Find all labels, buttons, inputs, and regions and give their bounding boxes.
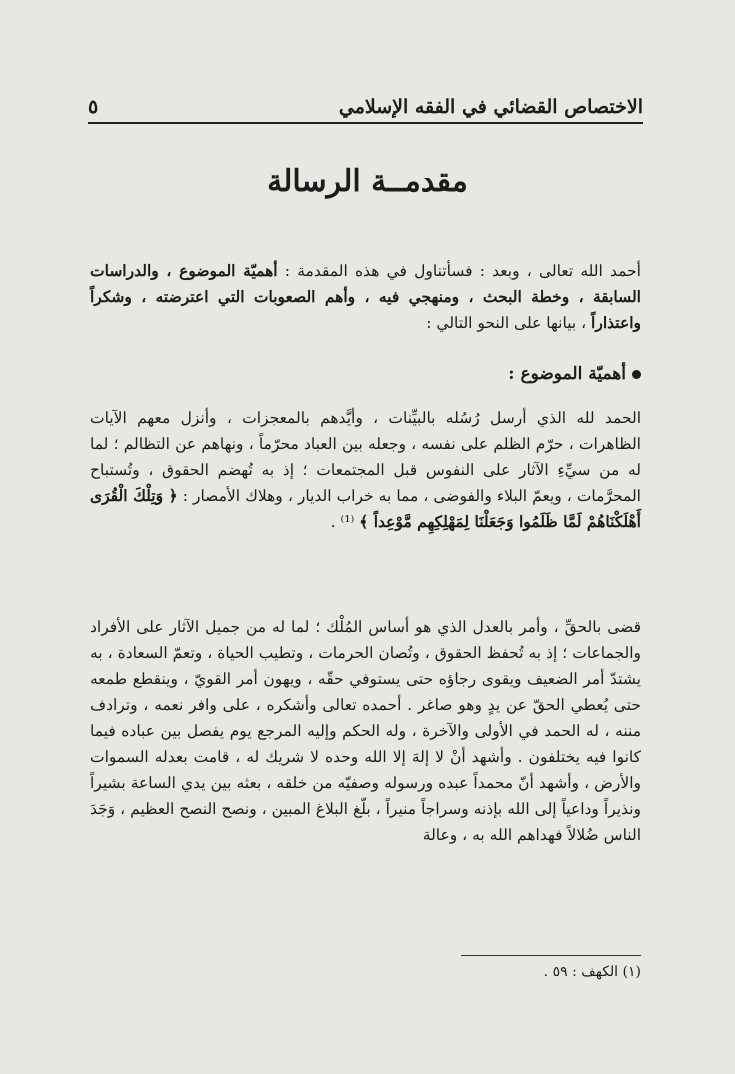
intro-bold-topics: أهميّة الموضوع ، والدراسات السابقة ، وخطة البحث ، ومنهجي فيه ، وأهم الصعوبات التي اعترضته ، وشكراً واعتذاراً bbox=[90, 261, 641, 332]
body-paragraph-2: قضى بالحقِّ ، وأمر بالعدل الذي هو أساس المُلْك ؛ لما له من جميل الآثار على الأفراد والجماعات ؛ إذ به تُحفظ الحقوق ، وتُصان الحرمات ، وتطيب الحياة ، وتعمّ السعادة ، به يشتدّ أمر الضعيف ويقوى رجاؤه حتى يستوفي حقّه ، ويهون أمر القويّ ، وينقطع طمعه حتى يُعطي الحقّ عن يدٍ وهو صاغر . أحمده تعالى وأشكره ، على وافر نعمه ، وترادف مننه ، له الحمد في الأولى والآخرة ، وله الحكم وإليه المرجع يوم يفصل بين عباده فيما كانوا فيه يختلفون . وأشهد أنْ لا إلهَ إلا الله وحده لا شريك له ، قامت بعدله السموات والأرض ، وأشهد أنّ محمداً عبده ورسوله وصفيّه من خلقه ، بعثه بين يدي الساعة بشيراً ونذيراً وداعياً إلى الله بإذنه وسراجاً منيراً ، بلّغ البلاغ المبين ، ونصح النصح العظيم ، وَجَدَ الناس ضُلالاً فهداهم الله به ، وعالة bbox=[90, 618, 641, 844]
bullet-icon bbox=[632, 370, 641, 379]
running-header bbox=[88, 86, 643, 118]
paragraph-1-text: الحمد لله الذي أرسل رُسُله بالبيِّنات ، وأيَّدهم بالمعجزات ، وأنزل معهم الآيات الظاهرات ، حرّم الظلم على نفسه ، وجعله بين العباد محرّماً ، ونهاهم عن التظالم ؛ لما له من سيِّءِ الآثار على النفوس قبل المجتمعات ؛ إذ به تُهضم الحقوق ، وتُستباح المحرَّمات ، ويعمّ البلاء والفوضى ، مما به خراب الديار ، وهلاك الأمصار : bbox=[90, 409, 641, 505]
page-number: ٥ bbox=[88, 96, 99, 118]
intro-text-start: أحمد الله تعالى ، وبعد : فسأتناول في هذه المقدمة : bbox=[277, 262, 641, 280]
header-title: الاختصاص القضائي في الفقه الإسلامي bbox=[338, 96, 643, 118]
section-heading bbox=[508, 364, 641, 384]
intro-text-end: ، بيانها على النحو التالي : bbox=[426, 314, 592, 332]
quran-verse: ﴿ وَتِلْكَ الْقُرَى أَهْلَكْنَاهُمْ لَمَّا ظَلَمُوا وَجَعَلْنَا لِمَهْلِكِهِم مَّوْعِداً ﴾ bbox=[90, 486, 641, 531]
page-title: مقدمــة الرسالة bbox=[267, 164, 468, 199]
footnote-rule bbox=[461, 955, 641, 956]
section-heading-text: أهميّة الموضوع : bbox=[508, 364, 626, 384]
header-rule bbox=[88, 122, 643, 124]
footnote: (١) الكهف : ٥٩ . bbox=[543, 964, 641, 980]
footnote-reference: ⁽¹⁾ . bbox=[330, 513, 360, 531]
intro-paragraph bbox=[90, 258, 641, 336]
body-paragraph-1 bbox=[90, 405, 641, 535]
